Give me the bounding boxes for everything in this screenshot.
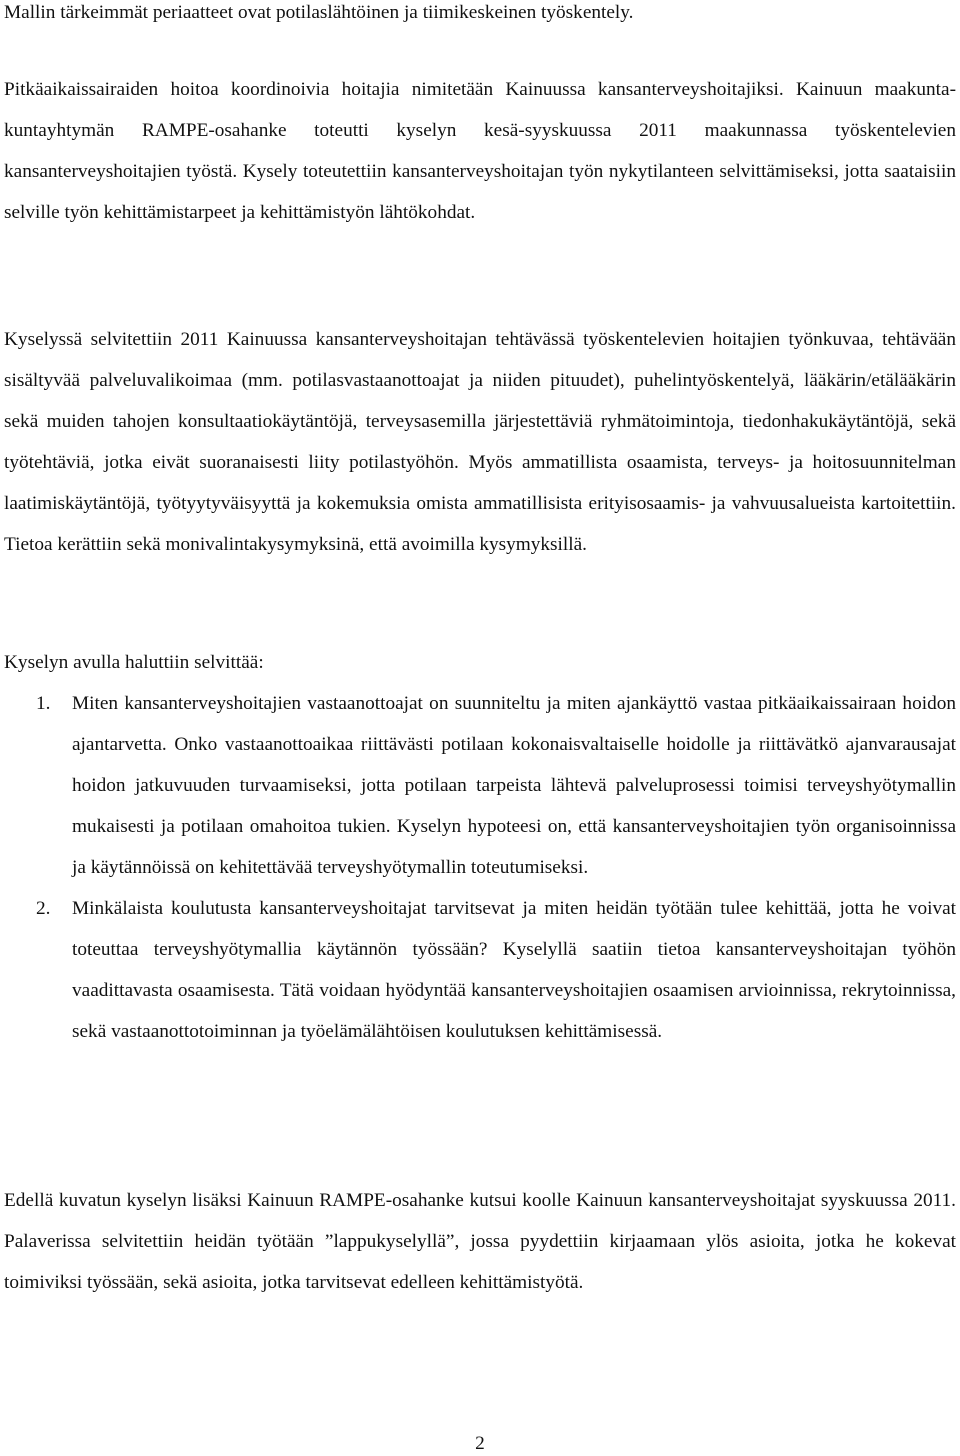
list-item-text: Minkälaista koulutusta kansanterveyshoitajat tarvitsevat ja miten heidän työtään tulee kehittää, jotta he voivat toteuttaa terveyshyötymallia käytännön työssään? Kyselyllä saatiin tietoa kansanterveyshoitajan työhön vaadittavasta osaamisesta. Tätä voidaan hyödyntää kansanterveyshoitajien osaamisen arvioinnissa, rekrytoinnissa, sekä vastaanottotoiminnan ja työelämälähtöisen koulutuksen kehittämisessä. bbox=[72, 898, 956, 1042]
list-item-text: Miten kansanterveyshoitajien vastaanottoajat on suunniteltu ja miten ajankäyttö vastaa pitkäaikaissairaan hoidon ajantarvetta. Onko vastaanottoaikaa riittävästi potilaan kokonaisvaltaiselle hoidolle ja riittävätkö ajanvarausajat hoidon jatkuvuuden turvaamiseksi, jotta potilaan tarpeista lähtevä palveluprosessi toimisi terveyshyötymallin mukaisesti ja potilaan omahoitoa tukien. Kyselyn hypoteesi on, että kansanterveyshoitajien työn organisoinnissa ja käytännöissä on kehitettävää terveyshyötymallin toteutumiseksi. bbox=[72, 693, 956, 878]
paragraph-meeting: Edellä kuvatun kyselyn lisäksi Kainuun RAMPE-osahanke kutsui koolle Kainuun kansanterveyshoitajat syyskuussa 2011. Palaverissa selvitettiin heidän työtään ”lappukyselyllä”, jossa pyydettiin kirjaamaan ylös asioita, jotka he kokevat toimiviksi työssään, sekä asioita, jotka tarvitsevat edelleen kehittämistyötä. bbox=[4, 1190, 956, 1293]
page-number: 2 bbox=[475, 1433, 485, 1454]
intro-text: Mallin tärkeimmät periaatteet ovat potilaslähtöinen ja tiimikeskeinen työskentely. bbox=[4, 2, 634, 23]
list-heading: Kyselyn avulla haluttiin selvittää: bbox=[4, 652, 264, 673]
numbered-list bbox=[0, 683, 956, 1052]
list-item bbox=[0, 683, 956, 888]
list-item-number: 1. bbox=[36, 693, 51, 714]
list-item-number: 2. bbox=[36, 898, 51, 919]
paragraph-background: Pitkäaikaissairaiden hoitoa koordinoivia hoitajia nimitetään Kainuussa kansanterveyshoitajiksi. Kainuun maakunta-kuntayhtymän RAMPE-osahanke toteutti kyselyn kesä-syyskuussa 2011 maakunnassa työskentelevien kansanterveyshoitajien työstä. Kysely toteutettiin kansanterveyshoitajan työn nykytilanteen selvittämiseksi, jotta saataisiin selville työn kehittämistarpeet ja kehittämistyön lähtökohdat. bbox=[4, 79, 956, 223]
list-item bbox=[0, 888, 956, 1052]
paragraph-survey-content: Kyselyssä selvitettiin 2011 Kainuussa kansanterveyshoitajan tehtävässä työskentelevien hoitajien työnkuvaa, tehtävään sisältyvää palveluvalikoimaa (mm. potilasvastaanottoajat ja niiden pituudet), puhelintyöskentelyä, lääkärin/etälääkärin sekä muiden tahojen konsultaatiokäytäntöjä, terveysasemilla järjestettäviä ryhmätoimintoja, tiedonhakukäytäntöjä, sekä työtehtäviä, jotka eivät suoranaisesti liity potilastyöhön. Myös ammatillista osaamista, terveys- ja hoitosuunnitelman laatimiskäytäntöjä, työtyytyväisyyttä ja kokemuksia omista ammatillisista erityisosaamis- ja vahvuusalueista kartoitettiin. Tietoa kerättiin sekä monivalintakysymyksinä, että avoimilla kysymyksillä. bbox=[4, 329, 956, 555]
